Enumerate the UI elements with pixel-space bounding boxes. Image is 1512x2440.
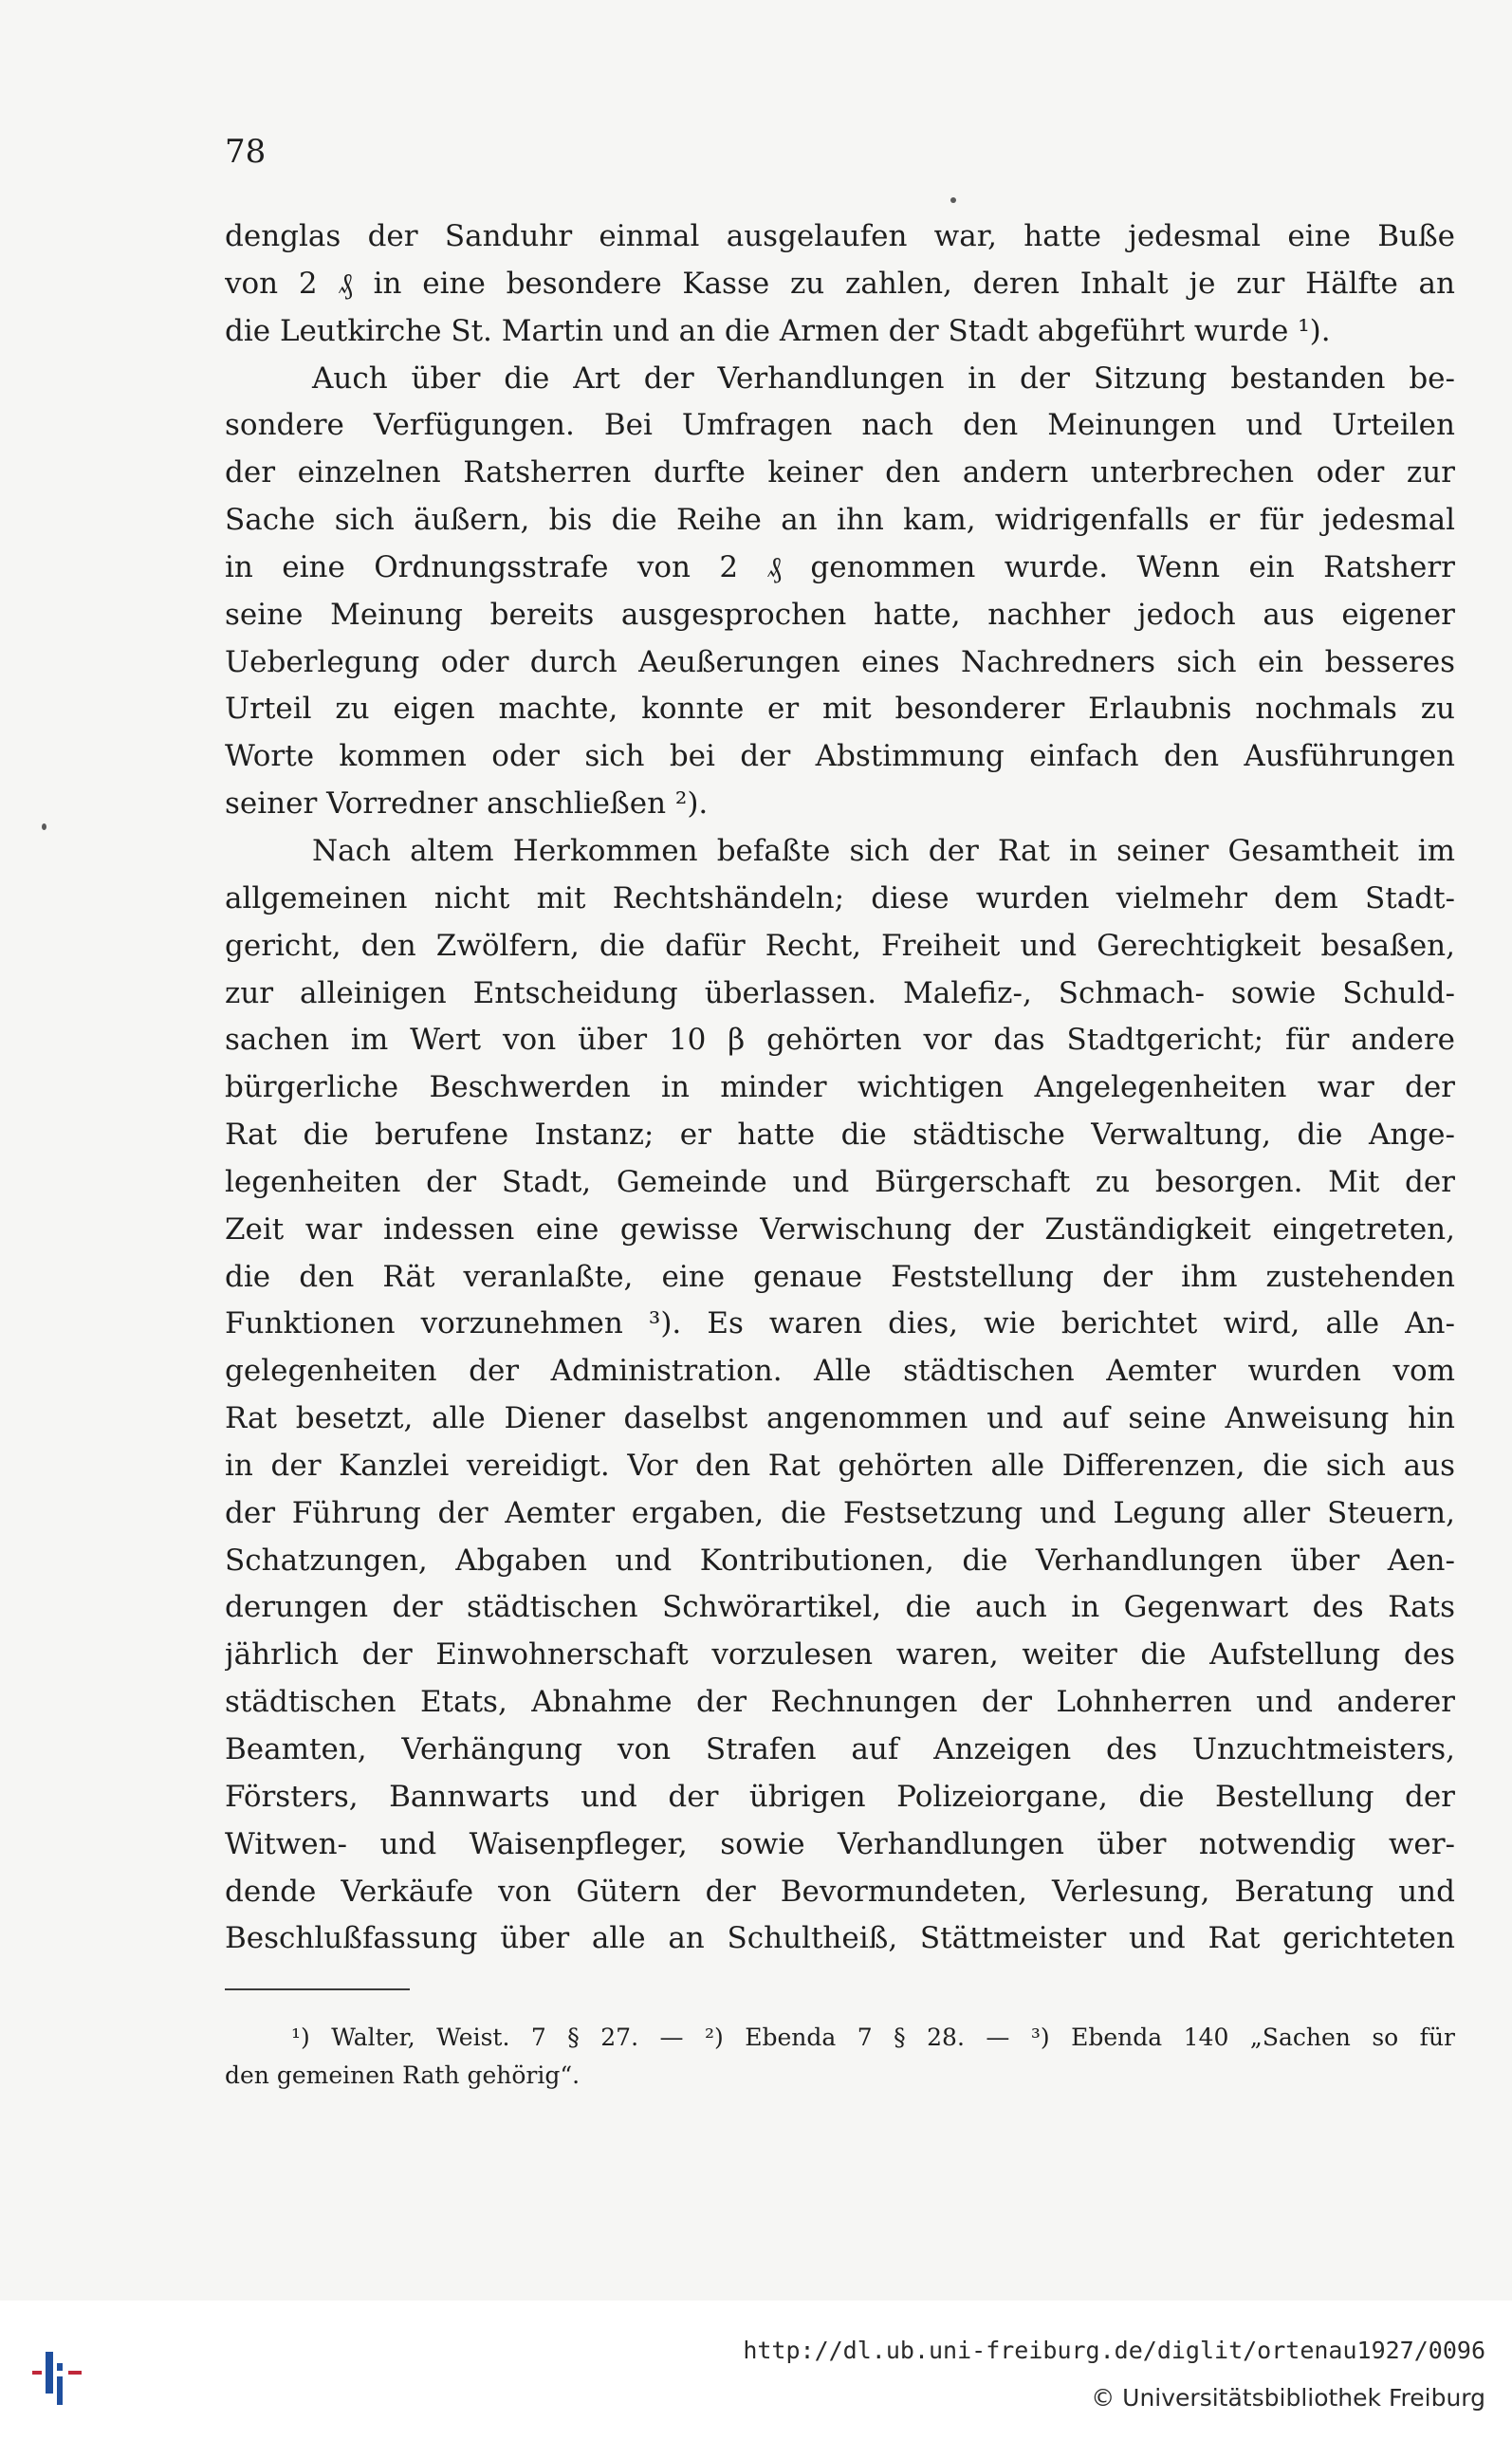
text-line: Urteil zu eigen machte, konnte er mit besonderer Erlaubnis nochmals zu (225, 692, 1455, 727)
text-line: Schatzungen, Abgaben und Kontributionen, die Verhandlungen über Aen- (225, 1543, 1455, 1578)
text-line: Nach altem Herkommen befaßte sich der Rat in seiner Gesamtheit im (312, 833, 1455, 868)
text-line: legenheiten der Stadt, Gemeinde und Bürgerschaft zu besorgen. Mit der (225, 1164, 1455, 1199)
scan-speck (42, 823, 46, 830)
text-line: Ueberlegung oder durch Aeußerungen eines Nachredners sich ein besseres (225, 644, 1455, 679)
text-line: gericht, den Zwölfern, die dafür Recht, Freiheit und Gerechtigkeit besaßen, (225, 928, 1455, 963)
text-line: städtischen Etats, Abnahme der Rechnungen der Lohnherren und anderer (225, 1685, 1455, 1720)
text-line: die den Rät veranlaßte, eine genaue Feststellung der ihm zustehenden (225, 1259, 1455, 1294)
text-line: Beschlußfassung über alle an Schultheiß, Stättmeister und Rat gerichteten (225, 1921, 1455, 1956)
text-line: Sache sich äußern, bis die Reihe an ihn kam, widrigenfalls er für jedesmal (225, 503, 1455, 538)
text-line: seiner Vorredner anschließen ²). (225, 786, 709, 822)
text-line: bürgerliche Beschwerden in minder wichtigen Angelegenheiten war der (225, 1070, 1455, 1105)
text-line: sachen im Wert von über 10 β gehörten vor das Stadtgericht; für andere (225, 1023, 1455, 1058)
text-line: der einzelnen Ratsherren durfte keiner den andern unterbrechen oder zur (225, 455, 1455, 490)
text-line: seine Meinung bereits ausgesprochen hatte, nachher jedoch aus eigener (225, 597, 1455, 632)
text-line: sondere Verfügungen. Bei Umfragen nach den Meinungen und Urteilen (225, 408, 1455, 443)
text-line: Rat besetzt, alle Diener daselbst angenommen und auf seine Anweisung hin (225, 1401, 1455, 1436)
text-line: Funktionen vorzunehmen ³). Es waren dies, wie berichtet wird, alle An- (225, 1306, 1455, 1341)
scan-speck (950, 197, 956, 203)
text-line: allgemeinen nicht mit Rechtshändeln; diese wurden vielmehr dem Stadt- (225, 880, 1455, 915)
text-line: Worte kommen oder sich bei der Abstimmung einfach den Ausführungen (225, 739, 1455, 774)
permalink-url[interactable]: http://dl.ub.uni-freiburg.de/diglit/ortenau1927/0096 (743, 2337, 1485, 2364)
ub-freiburg-logo-icon[interactable] (28, 2335, 104, 2411)
text-line: Försters, Bannwarts und der übrigen Polizeiorgane, die Bestellung der (225, 1779, 1455, 1814)
text-line: jährlich der Einwohnerschaft vorzulesen waren, weiter die Aufstellung des (225, 1637, 1455, 1673)
text-line: dende Verkäufe von Gütern der Bevormundeten, Verlesung, Beratung und (225, 1874, 1455, 1909)
text-line: in der Kanzlei vereidigt. Vor den Rat gehörten alle Differenzen, die sich aus (225, 1448, 1455, 1483)
text-line: denglas der Sanduhr einmal ausgelaufen war, hatte jedesmal eine Buße (225, 219, 1455, 253)
text-line: Auch über die Art der Verhandlungen in der Sitzung bestanden be- (312, 360, 1455, 396)
text-line: zur alleinigen Entscheidung überlassen. Malefiz-, Schmach- sowie Schuld- (225, 975, 1455, 1010)
text-line: von 2 ₰ in eine besondere Kasse zu zahlen, deren Inhalt je zur Hälfte an (225, 266, 1455, 301)
text-line: gelegenheiten der Administration. Alle städtischen Aemter wurden vom (225, 1354, 1455, 1389)
body-text (225, 213, 1455, 1963)
text-line: derungen der städtischen Schwörartikel, die auch in Gegenwart des Rats (225, 1590, 1455, 1625)
footnote-line: ¹) Walter, Weist. 7 § 27. — ²) Ebenda 7 § 28. — ³) Ebenda 140 „Sachen so für (291, 2024, 1455, 2051)
page-number: 78 (225, 133, 267, 171)
footnote-separator (225, 1988, 410, 1990)
footnote-line: den gemeinen Rath gehörig“. (225, 2061, 581, 2089)
text-line: Rat die berufene Instanz; er hatte die städtische Verwaltung, die Ange- (225, 1118, 1455, 1153)
copyright-notice: © Universitätsbibliothek Freiburg (1091, 2384, 1485, 2412)
text-line: der Führung der Aemter ergaben, die Festsetzung und Legung aller Steuern, (225, 1495, 1455, 1530)
text-line: Zeit war indessen eine gewisse Verwischung der Zuständigkeit eingetreten, (225, 1211, 1455, 1247)
text-line: in eine Ordnungsstrafe von 2 ₰ genommen wurde. Wenn ein Ratsherr (225, 549, 1455, 584)
text-line: Witwen- und Waisenpfleger, sowie Verhandlungen über notwendig wer- (225, 1826, 1455, 1861)
footnotes (225, 2019, 1455, 2095)
text-line: die Leutkirche St. Martin und an die Armen der Stadt abgeführt wurde ¹). (225, 313, 1331, 348)
text-line: Beamten, Verhängung von Strafen auf Anzeigen des Unzuchtmeisters, (225, 1732, 1455, 1766)
footer-bar (0, 2301, 1512, 2440)
